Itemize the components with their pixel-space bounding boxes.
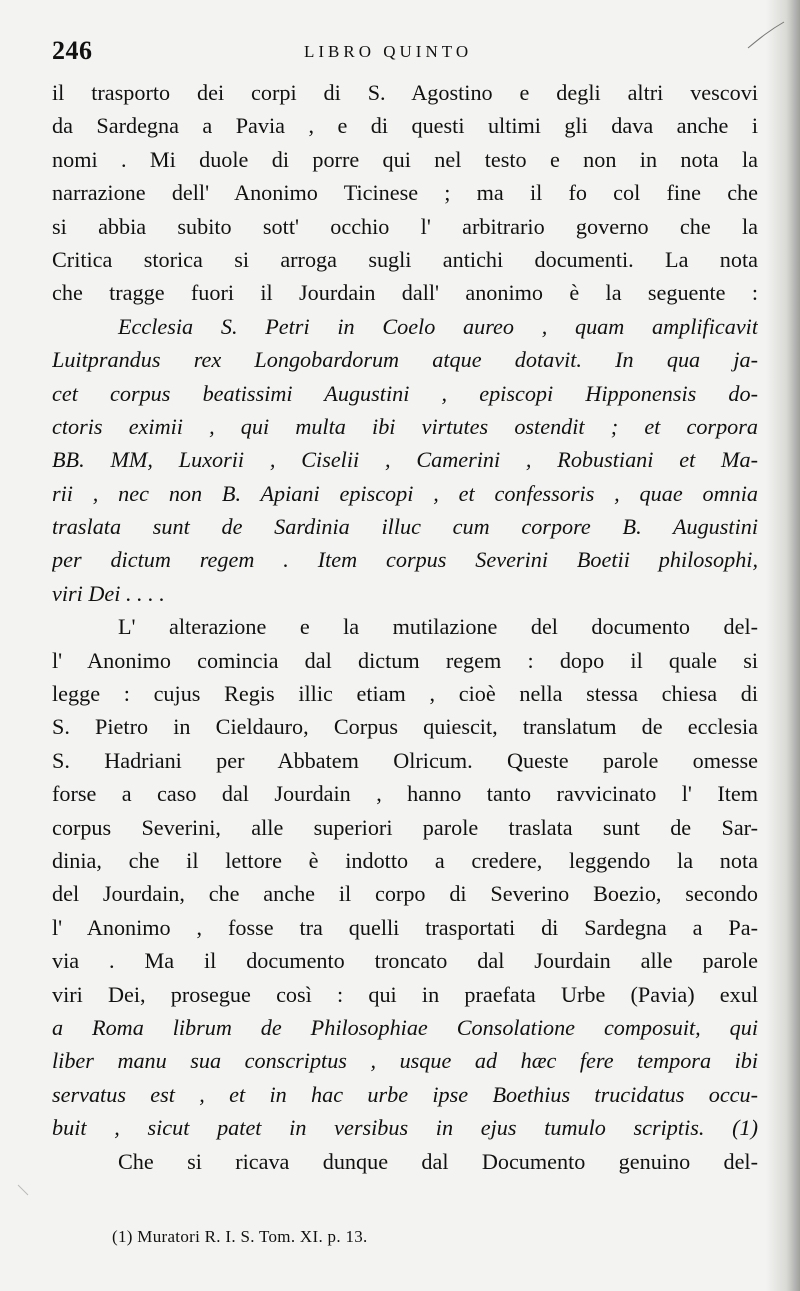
footnote: (1) Muratori R. I. S. Tom. XI. p. 13. (112, 1227, 368, 1246)
text-line: l' Anonimo comincia dal dictum regem : dopo il quale si (52, 647, 758, 673)
quote-line: Luitprandus rex Longobardorum atque dotavit. In qua ja- (52, 347, 758, 373)
body-text (52, 76, 758, 1178)
text-line: dinia, che il lettore è indotto a credere, leggendo la nota (52, 847, 758, 873)
text-line: legge : cujus Regis illic etiam , cioè nella stessa chiesa di (52, 681, 758, 707)
quote-line: per dictum regem . Item corpus Severini Boetii philosophi, (52, 547, 758, 573)
page-number: 246 (52, 36, 93, 65)
quote-line: cet corpus beatissimi Augustini , episcopi Hipponensis do- (52, 380, 758, 406)
quote-line: BB. MM, Luxorii , Ciselii , Camerini , Robustiani et Ma- (52, 447, 758, 473)
text-line: nomi . Mi duole di porre qui nel testo e non in nota la (52, 146, 758, 172)
quote-line: servatus est , et in hac urbe ipse Boethius trucidatus occu- (52, 1081, 758, 1107)
text-line: S. Hadriani per Abbatem Olricum. Queste parole omesse (52, 747, 758, 773)
text-line: Che si ricava dunque dal Documento genuino del- (118, 1148, 758, 1174)
text-line: viri Dei, prosegue così : qui in praefata Urbe (Pavia) exul (52, 981, 758, 1007)
quote-line: buit , sicut patet in versibus in ejus tumulo scriptis. (1) (52, 1115, 758, 1141)
text-line: forse a caso dal Jourdain , hanno tanto ravvicinato l' Item (52, 781, 758, 807)
text-line: corpus Severini, alle superiori parole traslata sunt de Sar- (52, 814, 758, 840)
text-line: Critica storica si arroga sugli antichi documenti. La nota (52, 246, 758, 272)
quote-line: viri Dei . . . . (52, 580, 165, 606)
running-title: LIBRO QUINTO (304, 42, 473, 61)
quote-line: traslata sunt de Sardinia illuc cum corpore B. Augustini (52, 514, 758, 540)
text-line: l' Anonimo , fosse tra quelli trasportati di Sardegna a Pa- (52, 914, 758, 940)
text-line: del Jourdain, che anche il corpo di Severino Boezio, secondo (52, 881, 758, 907)
text-line: che tragge fuori il Jourdain dall' anonimo è la seguente : (52, 280, 758, 306)
quote-line: a Roma librum de Philosophiae Consolatione composuit, qui (52, 1014, 758, 1040)
quote-line: liber manu sua conscriptus , usque ad hæc fere tempora ibi (52, 1048, 758, 1074)
text-line: da Sardegna a Pavia , e di questi ultimi gli dava anche i (52, 113, 758, 139)
text-line: narrazione dell' Anonimo Ticinese ; ma il fo col fine che (52, 180, 758, 206)
quote-line: rii , nec non B. Apiani episcopi , et confessoris , quae omnia (52, 480, 758, 506)
text-line: S. Pietro in Cieldauro, Corpus quiescit, translatum de ecclesia (52, 714, 758, 740)
page-header (52, 36, 752, 66)
text-line: si abbia subito sott' occhio l' arbitrario governo che la (52, 213, 758, 239)
quote-line: ctoris eximii , qui multa ibi virtutes ostendit ; et corpora (52, 413, 758, 439)
text-line: L' alterazione e la mutilazione del documento del- (118, 614, 758, 640)
text-line: il trasporto dei corpi di S. Agostino e degli altri vescovi (52, 80, 758, 105)
quote-line: Ecclesia S. Petri in Coelo aureo , quam amplificavit (118, 313, 758, 339)
page-edge-shadow (766, 0, 800, 1291)
text-line: via . Ma il documento troncato dal Jourdain alle parole (52, 948, 758, 974)
